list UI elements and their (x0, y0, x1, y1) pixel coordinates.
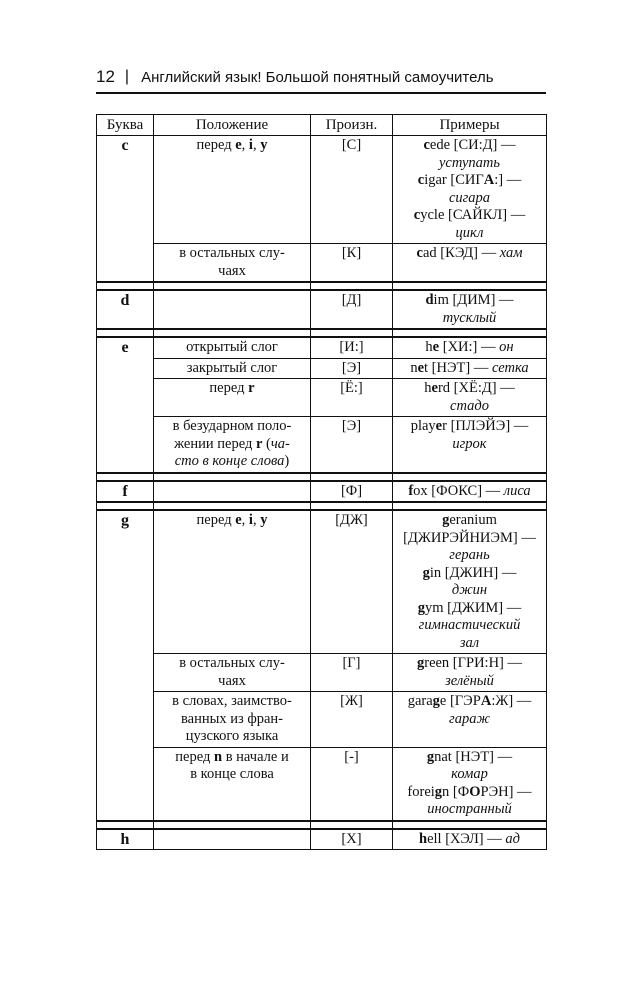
examples-cell: he [ХИ:] — он (393, 337, 547, 358)
table-row (97, 692, 547, 748)
table-row (97, 417, 547, 473)
separator-cell (393, 502, 547, 510)
position-cell: открытый слог (154, 337, 311, 358)
position-cell (154, 481, 311, 503)
examples-cell: cede [СИ:Д] — уступать cigar [СИГА:] — сигара cycle [САЙКЛ] — цикл (393, 136, 547, 244)
table-row (97, 337, 547, 358)
pronunciation-cell: [Г] (311, 654, 393, 692)
examples-cell: player [ПЛЭЙЭ] — игрок (393, 417, 547, 473)
separator-cell (154, 502, 311, 510)
position-cell: перед e, i, y (154, 136, 311, 244)
examples-cell: net [НЭТ] — сетка (393, 358, 547, 379)
pronunciation-cell: [Ж] (311, 692, 393, 748)
separator-cell (154, 282, 311, 290)
header-position: Положение (154, 115, 311, 136)
letter-cell: e (97, 337, 154, 473)
table-header-row (97, 115, 547, 136)
separator-cell (97, 282, 154, 290)
table-row (97, 244, 547, 283)
table-row (97, 136, 547, 244)
pronunciation-cell: [Ф] (311, 481, 393, 503)
examples-cell: geranium [ДЖИРЭЙНИЭМ] — герань gin [ДЖИН] — джин gym [ДЖИМ] — гимнастический зал (393, 510, 547, 654)
position-cell: перед e, i, y (154, 510, 311, 654)
separator-cell (97, 473, 154, 481)
examples-cell: gnat [НЭТ] — комар foreign [ФОРЭН] — иностранный (393, 747, 547, 821)
page-number: 12 (96, 67, 115, 86)
pronunciation-cell: [К] (311, 244, 393, 283)
pronunciation-cell: [ДЖ] (311, 510, 393, 654)
position-cell (154, 829, 311, 850)
pronunciation-cell: [Д] (311, 290, 393, 329)
separator-cell (311, 473, 393, 481)
separator-cell (154, 473, 311, 481)
table-row (97, 481, 547, 503)
group-separator (97, 821, 547, 829)
table-row (97, 379, 547, 417)
separator-cell (311, 502, 393, 510)
running-head-title: Английский язык! Большой понятный самоучитель (141, 68, 494, 86)
examples-cell: green [ГРИ:Н] — зелёный (393, 654, 547, 692)
letter-cell: c (97, 136, 154, 283)
header-rule (96, 92, 546, 94)
separator-cell (311, 329, 393, 337)
header-letter: Буква (97, 115, 154, 136)
examples-cell: herd [ХЁ:Д] — стадо (393, 379, 547, 417)
group-separator (97, 473, 547, 481)
letter-cell: g (97, 510, 154, 821)
separator-cell (154, 329, 311, 337)
table-body (97, 136, 547, 850)
letter-cell: f (97, 481, 154, 503)
pronunciation-cell: [Э] (311, 417, 393, 473)
position-cell: закрытый слог (154, 358, 311, 379)
separator-cell (311, 282, 393, 290)
position-cell (154, 290, 311, 329)
group-separator (97, 329, 547, 337)
letter-pronunciation-table (96, 114, 547, 850)
examples-cell: garage [ГЭРА:Ж] — гараж (393, 692, 547, 748)
table-row (97, 358, 547, 379)
pronunciation-cell: [Э] (311, 358, 393, 379)
examples-cell: fox [ФОКС] — лиса (393, 481, 547, 503)
running-head (96, 64, 546, 90)
separator-cell (154, 821, 311, 829)
examples-cell: cad [КЭД] — хам (393, 244, 547, 283)
letter-cell: h (97, 829, 154, 850)
table-row (97, 290, 547, 329)
separator-cell (311, 821, 393, 829)
pronunciation-cell: [С] (311, 136, 393, 244)
pronunciation-cell: [И:] (311, 337, 393, 358)
position-cell: перед r (154, 379, 311, 417)
position-cell: в безударном поло- жении перед r (ча- сто в конце слова) (154, 417, 311, 473)
letter-cell: d (97, 290, 154, 329)
header-pronunciation: Произн. (311, 115, 393, 136)
separator-cell (97, 502, 154, 510)
pronunciation-cell: [Ё:] (311, 379, 393, 417)
table-row (97, 510, 547, 654)
table-row (97, 829, 547, 850)
group-separator (97, 282, 547, 290)
group-separator (97, 502, 547, 510)
separator-cell (97, 329, 154, 337)
running-head-separator: | (124, 68, 130, 85)
pronunciation-cell: [Х] (311, 829, 393, 850)
position-cell: в остальных слу- чаях (154, 244, 311, 283)
separator-cell (393, 821, 547, 829)
separator-cell (393, 329, 547, 337)
separator-cell (393, 282, 547, 290)
table-row (97, 654, 547, 692)
pronunciation-cell: [-] (311, 747, 393, 821)
position-cell: в словах, заимство- ванных из фран- цузского языка (154, 692, 311, 748)
position-cell: в остальных слу- чаях (154, 654, 311, 692)
separator-cell (393, 473, 547, 481)
position-cell: перед n в начале и в конце слова (154, 747, 311, 821)
header-examples: Примеры (393, 115, 547, 136)
examples-cell: hell [ХЭЛ] — ад (393, 829, 547, 850)
separator-cell (97, 821, 154, 829)
table-row (97, 747, 547, 821)
examples-cell: dim [ДИМ] — тусклый (393, 290, 547, 329)
